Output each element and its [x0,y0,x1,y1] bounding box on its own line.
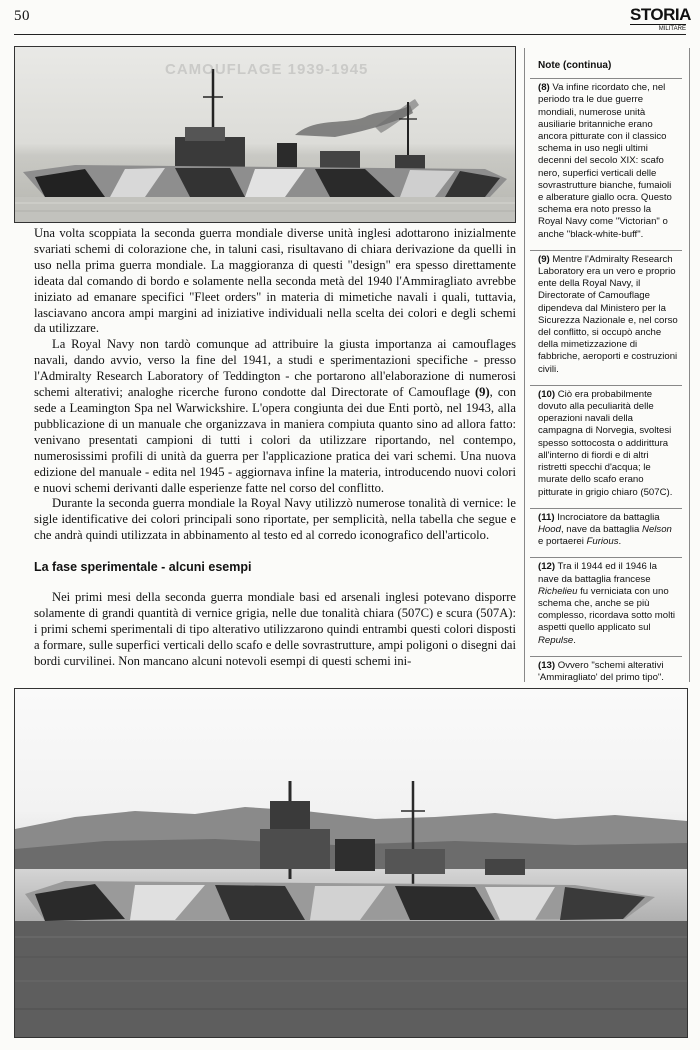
body-paragraph-3: Durante la seconda guerra mondiale la Royal Navy utilizzò numerose tonalità di vernice: le sigle identificative dei colori principali sono riportate, per semplicità, nella tabella che segue e che andrà quindi utilizzata in abbinamento al testo ed al corredo iconografico dell'articolo. [34,496,516,543]
ship-name: Hood [538,523,561,535]
note-number: (13) [538,659,556,671]
battleship-photo [14,688,688,1038]
note-11 [530,508,682,554]
note-text-mid: , nave da battaglia [560,523,643,535]
footnote-ref-9: (9) [474,385,490,400]
article-body [34,226,516,670]
section-paragraph: Nei primi mesi della seconda guerra mondiale basi ed arsenali inglesi potevano disporre solamente di grandi quantità di vernice grigia, nelle due tonalità chiara (507C) e scura (507A): i primi schemi sperimentali di tipo alterativo utilizzarono quindi entrambi questi colori disposti a formare, sulle superfici verticali dello scafo e delle sovrastrutture, ampi poligoni o disegni dai bordi curvilinei. Non mancano alcuni notevoli esempi di questi schemi ini- [34,590,516,668]
destroyer-photo [14,46,516,223]
ref-9-punctuation: , [489,385,498,400]
body-paragraph-2-text: La Royal Navy non tardò comunque ad attribuire la giusta importanza ai camouflages navali, dando avvio, verso la fine del 1941, a studi e sperimentazioni specifiche - presso l'Admiralty Research Laboratory of Teddington - che portarono all'elaborazione di numerosi schemi alterativi; analoghe ricerche furono condotte dal Directorate of Camouflage [34,337,516,400]
section-heading: La fase sperimentale - alcuni esempi [34,560,252,575]
ship-name: Furious [586,536,619,548]
body-paragraph-1: Una volta scoppiata la seconda guerra mondiale diverse unità inglesi adottarono inizialmente svariati schemi di colorazione che, in taluni casi, risultavano di chiara derivazione da quelli in uso nella prima guerra mondiale. La maggioranza di questi "design" era spesso direttamente ideata dal comando di bordo e solamente nella seconda metà del 1940 l'Ammiragliato avrebbe iniziato ad emanare specifici "Fleet orders" in materia di mimetiche navali i quali, tuttavia, lasciavano ancora ampi margini ad iniziative individuali nella scelta dei colori e degli schemi da utilizzare. [34,226,516,336]
note-text: Incrociatore da battaglia [554,511,660,523]
note-text: Ciò era probabilmente dovuto alla peculiarità delle operazioni navali della campagna di Norvegia, svoltesi spesso sottocosta o addirittura all'interno di fiordi e di altri ristretti specchi d'acqua; le murate dello scafo erano pitturate in grigio chiaro (507C). [538,388,673,498]
note-number: (9) [538,253,550,265]
note-text-end: . [573,634,576,646]
logo-sub: MILITARE [630,24,686,32]
note-8 [530,78,682,246]
body-paragraph-2-continued: con sede a Leamington Spa nel Warwickshire. L'opera congiunta dei due Enti portò, nel 1943, alla pubblicazione di un manuale che organizzava in maniera compiuta quanto sino ad allora fatto: venivano presentati campioni di tutti i colori da utilizzare riportando, nel contempo, numerosissimi profili di unità da guerra per l'applicazione pratica dei vari schemi. Una nuova edizione del manuale - edita nel 1945 - aggiornava infine la materia, introducendo nuovi colori e nuovi schemi derivanti dalle esperienze fatte nel corso del conflitto. [34,385,517,495]
note-9 [530,250,682,381]
logo-main: STORIA [630,5,691,24]
notes-title: Note (continua) [538,60,612,71]
header-rule [14,34,686,35]
note-number: (11) [538,511,555,523]
ship-name: Repulse [538,634,574,646]
battleship-illustration [15,689,687,1037]
note-text: Mentre l'Admiralty Research Laboratory era un vero e proprio ente della Royal Navy, il Directorate of Camouflage dipendeva dal Ministero per la Sicurezza Nazionale e, nel corso del conflitto, si occupò anche della mimetizzazione di fabbriche, aeroporti e costruzioni civili. [538,253,678,375]
notes-sidebar [530,56,682,693]
page-number: 50 [14,8,30,24]
note-text-end: e portaerei [538,536,587,548]
note-text: Ovvero "schemi alterativi 'Ammiragliato' del primo tipo". [538,659,664,683]
note-number: (12) [538,561,556,573]
note-text-tail: . [618,536,622,548]
photo-ghost-text: CAMOUFLAGE 1939-1945 [165,61,369,78]
note-number: (10) [538,388,556,400]
note-number: (8) [538,82,550,94]
note-text: Tra il 1944 ed il 1946 la nave da battaglia francese [538,561,657,585]
ship-name: Nelson [642,523,672,535]
note-10 [530,385,682,504]
note-text-mid: fu verniciata con uno schema che, anche se più complesso, ricordava sotto molti aspetti quello applicato sul [538,585,676,634]
note-12 [530,557,682,651]
ship-name: Richelieu [538,585,578,597]
magazine-logo [630,5,691,36]
note-13 [530,656,682,689]
note-text: Va infine ricordato che, nel periodo tra le due guerre mondiali, numerose unità ausiliarie britanniche erano ancora pitturate con il classico schema in uso negli ultimi decenni del secolo XIX: scafo nero, superfici verticali delle sovrastrutture bianche, fumaioli e alberature giallo ocra. Questo schema era noto presso la Royal Navy come "Victorian" o anche "black-white-buff". [538,82,672,240]
body-paragraph-2 [34,337,516,496]
